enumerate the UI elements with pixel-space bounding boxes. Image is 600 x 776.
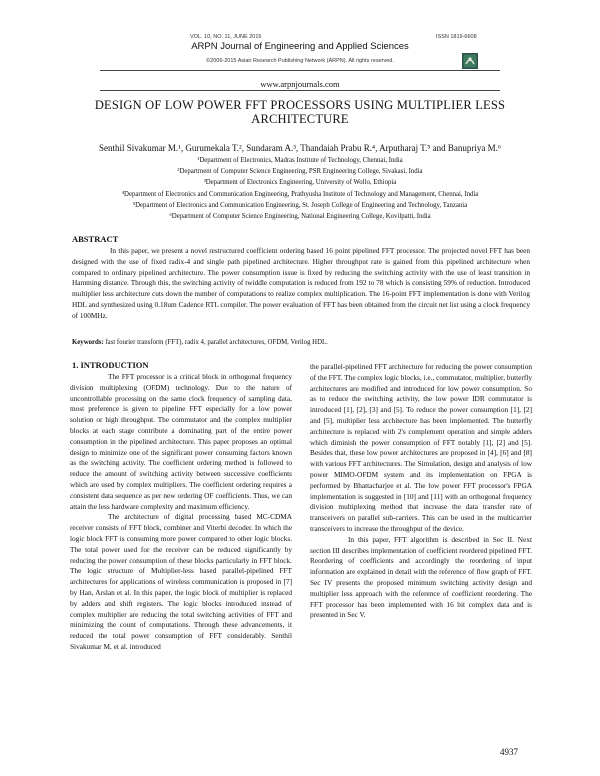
keywords [72, 339, 530, 346]
paragraph: the parallel-pipelined FFT architecture for reducing the power consumption of the FFT. The complex logic blocks, i.e., commutator, multiplier, butterfly architectures are modified and introduced for low power consumption. So as to reduce the switching activity, the low power IDR commutator is introduced [1], [2], [3] and [5]. To reduce the power consumption [1], [2] and [5], multiplier less architecture has been implemented. The butterfly architecture is replaced with 2's complement operation and simple adders which diminish the power consumption of FFT notably [1], [2] and [5]. Besides that, these low power architectures are proposed in [4], [6] and [8] with various FFT architectures. The Simulation, design and analysis of low power MIMO-OFDM system and its implementation on FPGA is performed by Bhattacharjee et al. The low power FFT processor's FPGA implementation is suggested in [10] and [11] with an orthogonal frequency division multiplexing method that increase the data transfer rate of transceivers on parallel sub-carriers. This can be used in the multicarrier transceivers to increase the throughput of the device. [310, 362, 532, 533]
journal-website[interactable]: www.arpnjournals.com [260, 79, 340, 89]
affiliation: ³Department of Electronics Engineering, University of Wollo, Ethiopia [203, 179, 397, 187]
affiliation: ⁶Department of Computer Science Engineering, National Engineering College, Kovilpatti, India [169, 213, 431, 221]
page-number: 4937 [500, 747, 518, 757]
abstract-heading: ABSTRACT [72, 234, 119, 244]
paper-title: DESIGN OF LOW POWER FFT PROCESSORS USING MULTIPLIER LESS ARCHITECTURE [94, 98, 506, 126]
affiliation: ⁵Department of Electronics and Communication Engineering, St. Joseph College of Engineering and Technology, Tanzania [132, 201, 468, 209]
right-column [310, 362, 532, 621]
arpn-logo-icon [462, 53, 478, 69]
author-list: Senthil Sivakumar M.¹, Gurumekala T.², Sundaram A.³, Thandaiah Prabu R.⁴, Arputharaj T.⁵ and Banupriya M.⁶ [98, 143, 502, 153]
issn: ISSN 1819-6608 [436, 34, 477, 40]
paragraph: In this paper, FFT algorithm is described in Sec II. Next section III describes implementation of coefficient reordered pipelined FFT. Reordering of coefficients and accordingly the reordering of input information are explained in detail with the reference of flow graph of FFT. Sec IV presents the proposed minimum switching activity design and multiplier less approach with the reference of coefficient reordering. The FFT processor has been implemented with 16 bit complex data and is presented in Sec V. [310, 534, 532, 620]
header-rule [100, 70, 500, 71]
affiliation: ²Department of Computer Science Engineering, PSR Engineering College, Sivakasi, India [177, 168, 423, 176]
left-column [70, 372, 292, 653]
copyright-line: ©2006-2015 Asian Research Publishing Network (ARPN). All rights reserved. [206, 58, 394, 64]
website-rule [100, 90, 500, 91]
keywords-text: fast fourier transform (FFT), radix 4, parallel architectures, OFDM, Verilog HDL. [105, 339, 328, 346]
journal-title: ARPN Journal of Engineering and Applied Sciences [191, 41, 409, 52]
affiliation: ⁴Department of Electronics and Communication Engineering, Prathyusha Institute of Technology and Management, Chennai, India [121, 190, 479, 198]
abstract-text: In this paper, we present a novel restructured coefficient ordering based 16 point pipelined FFT processor. The projected novel FFT has been designed with the use of fixed radix-4 and single path pipelined architecture. Higher throughput rate is gained from this pipelined architecture when compared to ordinary pipelined architecture. The power consumption issue is fixed by reducing the switching activity with the use of least transition in Hamming distance. Through this, the switching activity of twiddle computation is reduced from 192 to 78 which is consisting 59% of reduction. Introduced multiplier less architecture cuts down the number of computations to realize complex multiplication. The 16-point FFT implementation is done with Verilog HDL and synthesized using 0.18um Cadence RTL compiler. The power evaluation of FFT has been obtained from the circuit net list using a clock frequency of 100MHz. [72, 246, 530, 320]
affiliation: ¹Department of Electronics, Madras Institute of Technology, Chennai, India [197, 157, 403, 164]
intro-heading: 1. INTRODUCTION [72, 360, 149, 370]
keywords-label: Keywords: [72, 339, 104, 346]
paragraph: The FFT processor is a critical block in orthogonal frequency division multiplexing (OFDM) technology. Due to the nature of uncontrollable processing on the same clock frequency of sampling data, most preference is given to pipeline FFT especially for a low power solution or high throughput. The commutator and the complex multiplier blocks at each stage contribute a dominating part of the entire power consumption in the pipelined architecture. This paper proposes an optimal design to minimize one of the significant power consuming factors known as the switching activity. The coefficient ordering method is followed to reduce the amount of switching activity between successive coefficients which are used by complex multipliers. The coefficient ordering requires a consistent data sequence as per new ordering OF coefficients. Thus, we can attain the less hardware complexity and maximum efficiency. [70, 372, 292, 511]
volume-line: VOL. 10, NO. 11, JUNE 2015 [190, 34, 262, 40]
affiliations [70, 155, 530, 222]
paragraph: The architecture of digital processing based MC-CDMA receiver consists of FFT block, combiner and Viterbi decoder. In which the logic block FFT is consuming more power compared to other logic blocks. The total power used for the receiver can be reduced significantly by reducing the power consumption of these blocks particularly in FFT block. The logic structure of Multiplier-less based parallel-pipelined FFT architectures for applications of wireless communication is proposed in [7] by Han, Arslan et al. In this paper, the logic block of multiplier is replaced by adders and shift registers. The logic blocks introduced instead of complex multiplier are reducing the total switching activities of FFT and minimizing the count of computations. Through these advancements, it reduced the total power consumption of FFT considerably. Senthil Sivakumar M, et al. introduced [70, 512, 292, 651]
